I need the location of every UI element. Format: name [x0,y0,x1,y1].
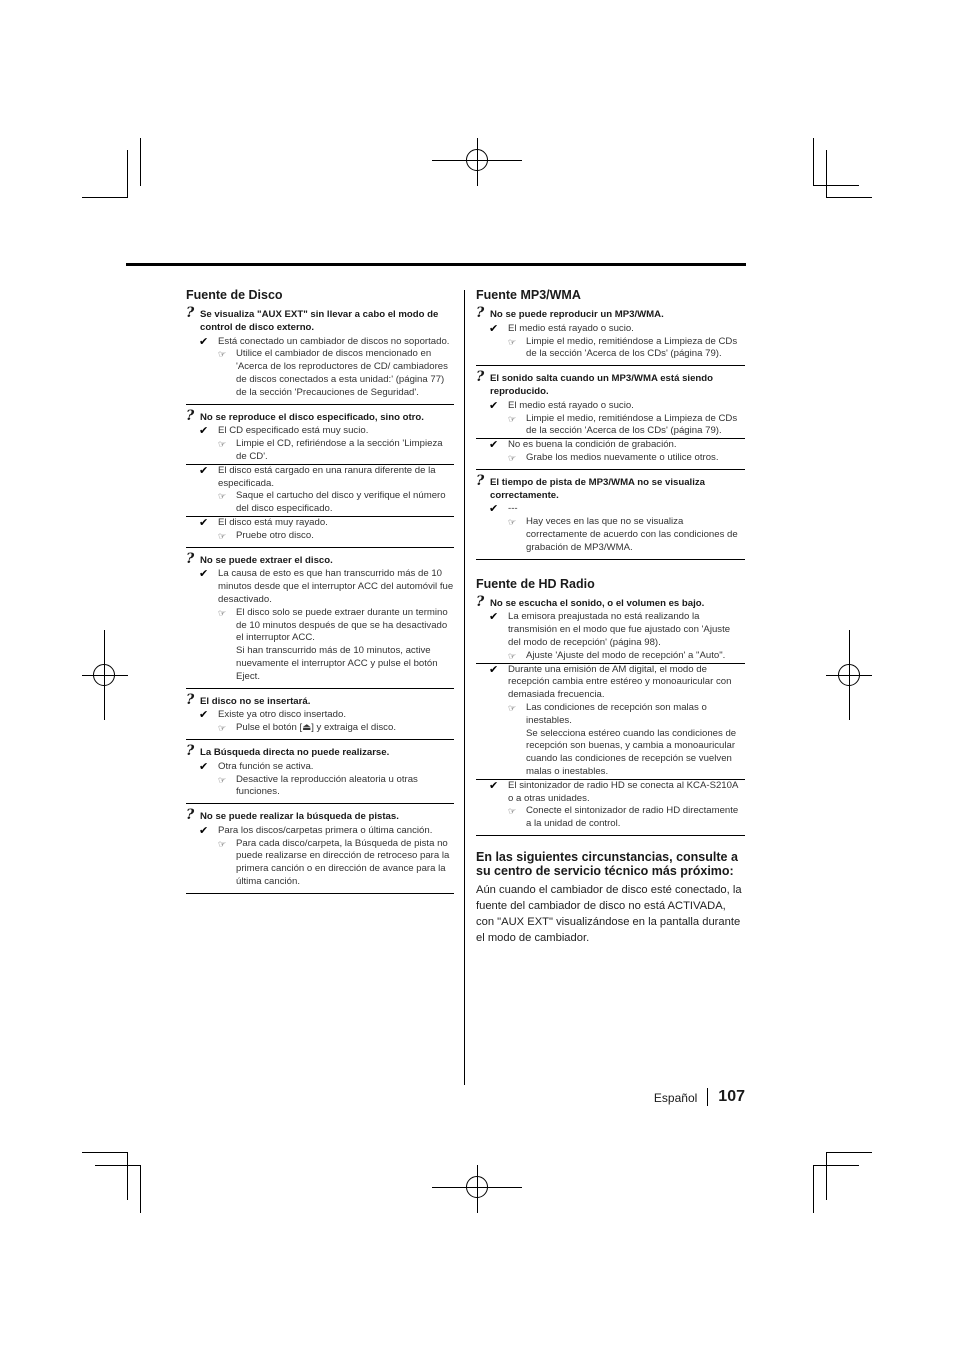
pointing-hand-icon: ☞ [218,723,227,734]
problem-item [186,407,454,548]
service-notice-text: Aún cuando el cambiador de disco esté conectado, la fuente del cambiador de disco no está ACTIVADA, con "AUX EXT" visualizándose en la pantalla durante el modo de cambiador. [476,883,742,944]
check-icon: ✔ [199,709,209,722]
problem-item [476,593,745,836]
service-notice-title: En las siguientes circunstancias, consulte a su centro de servicio técnico más próximo: [476,849,738,879]
cause-item: ✔ Existe ya otro disco insertado. ☞ Pulse el botón [⏏] y extraiga el disco. [186,709,454,735]
check-icon: ✔ [489,439,499,452]
question-icon: ? [186,742,195,759]
right-column [476,287,745,946]
crop-mark [813,1165,859,1166]
crop-mark [826,1152,827,1200]
cause-item: ✔ El CD especificado está muy sucio. ☞ Limpie el CD, refiriéndose a la sección 'Limpieza de CD'. [186,425,454,463]
problem-question: ? No se puede realizar la búsqueda de pistas. [186,807,399,824]
crop-mark [826,197,872,198]
cause-item: ✔ Otra función se activa. ☞ Desactive la reproducción aleatoria u otras funciones. [186,761,454,799]
remedy-item: ☞ Limpie el medio, remitiéndose a Limpieza de CDs de la sección 'Acerca de los CDs' (página 79). [508,412,738,437]
check-icon: ✔ [489,322,499,335]
crop-mark [127,150,128,198]
check-icon: ✔ [199,760,209,773]
crop-mark [813,138,814,186]
remedy-item: ☞ Para cada disco/carpeta, la Búsqueda de pista no puede realizarse en dirección de retroceso para la primera canción o en dirección de avance para la última canción. [218,837,450,888]
check-icon: ✔ [199,516,209,529]
page-number: 107 [718,1088,745,1105]
problem-question: ? No se escucha el sonido, o el volumen es bajo. [476,593,705,610]
registration-circle [93,664,115,686]
pointing-hand-icon: ☞ [218,349,227,360]
pointing-hand-icon: ☞ [508,650,517,661]
crop-mark [82,1152,128,1153]
pointing-hand-icon: ☞ [508,336,517,347]
cause-item: ✔ El disco está muy rayado. ☞ Pruebe otro disco. [186,516,454,543]
problem-question: ? No se puede extraer el disco. [186,550,333,567]
registration-circle [466,149,488,171]
problem-item [476,472,745,560]
check-icon: ✔ [199,568,209,581]
crop-mark [813,185,859,186]
cause-item: ✔ El disco está cargado en una ranura diferente de la especificada. ☞ Saque el cartucho del disco y verifique el número del disco especificado. [186,464,454,516]
pointing-hand-icon: ☞ [508,452,517,463]
remedy-item: ☞ Desactive la reproducción aleatoria u otras funciones. [218,773,418,798]
crop-mark [82,197,128,198]
problem-item [476,369,745,470]
section-title-disco: Fuente de Disco [186,288,283,302]
pointing-hand-icon: ☞ [508,413,517,424]
question-icon: ? [476,472,485,489]
problem-question: ? Se visualiza "AUX EXT" sin llevar a cabo el modo de control de disco externo. [186,305,439,333]
question-icon: ? [186,691,195,708]
problem-question: ? La Búsqueda directa no puede realizarse. [186,742,390,759]
column-divider [464,290,465,1085]
problem-item [186,807,454,894]
question-icon: ? [186,807,195,824]
question-icon: ? [186,407,195,424]
check-icon: ✔ [489,399,499,412]
check-icon: ✔ [489,503,499,516]
crop-mark [826,1152,872,1153]
pointing-hand-icon: ☞ [218,607,227,618]
problem-item [186,742,454,804]
question-icon: ? [186,305,195,321]
cause-item: ✔ El medio está rayado o sucio. ☞ Limpie el medio, remitiéndose a Limpieza de CDs de la sección 'Acerca de los CDs' (página 79). [476,323,745,361]
cause-item: ✔ Durante una emisión de AM digital, el modo de recepción cambia entre estéreo y monoauricular con demasiada frecuencia. ☞ Las condiciones de recepción son malas o inestables. Se selecciona estéreo cuando las condiciones de recepción son buenas, y cambia a monoauricular cuando las condiciones de recepción se vuelven malas o inestables. [476,663,745,779]
crop-mark [140,138,141,186]
remedy-item: ☞ El disco solo se puede extraer durante un termino de 10 minutos después de que se ha desactivado el interruptor ACC. Si han transcurrido más de 10 minutos, active nuevamente el interruptor ACC y pulse el botón Eject. [218,606,448,682]
cause-item: ✔ Está conectado un cambiador de discos no soportado. ☞ Utilice el cambiador de discos mencionado en 'Acerca de los reproductores de CD/ cambiadores de discos conectados a esta unidad:' (página 77) de la sección 'Precauciones de Seguridad'. [186,336,454,400]
page-footer [654,1087,745,1107]
registration-circle [466,1176,488,1198]
remedy-item: ☞ Pruebe otro disco. [218,529,314,541]
question-icon: ? [476,593,485,610]
crop-mark [95,1165,141,1166]
pointing-hand-icon: ☞ [508,702,517,713]
problem-question: ? El sonido salta cuando un MP3/WMA está siendo reproducido. [476,369,713,397]
cause-item: ✔ Para los discos/carpetas primera o última canción. ☞ Para cada disco/carpeta, la Búsqueda de pista no puede realizarse en dirección de retroceso para la primera canción o en dirección de avance para la última canción. [186,825,454,889]
section-title-hd-radio: Fuente de HD Radio [476,576,595,591]
problem-item [476,305,745,366]
remedy-item: ☞ Ajuste 'Ajuste del modo de recepción' a "Auto". [508,649,726,661]
crop-mark [826,150,827,198]
problem-question: ? No se puede reproducir un MP3/WMA. [476,305,664,321]
pointing-hand-icon: ☞ [218,774,227,785]
cause-item: ✔ El medio está rayado o sucio. ☞ Limpie el medio, remitiéndose a Limpieza de CDs de la sección 'Acerca de los CDs' (página 79). [476,400,745,438]
pointing-hand-icon: ☞ [508,806,517,817]
crop-mark [127,1152,128,1200]
remedy-item: ☞ Grabe los medios nuevamente o utilice otros. [508,451,719,463]
check-icon: ✔ [489,779,499,792]
remedy-item: ☞ Limpie el medio, remitiéndose a Limpieza de CDs de la sección 'Acerca de los CDs' (página 79). [508,335,738,360]
pointing-hand-icon: ☞ [218,530,227,541]
registration-circle [838,664,860,686]
remedy-item: ☞ Las condiciones de recepción son malas o inestables. Se selecciona estéreo cuando las condiciones de recepción son buenas, y cambia a monoauricular cuando las condiciones de recepción se vuelven malas o inestables. [508,701,737,777]
check-icon: ✔ [489,663,499,676]
check-icon: ✔ [489,611,499,624]
problem-item [186,305,454,405]
pointing-hand-icon: ☞ [508,517,517,528]
question-icon: ? [476,369,485,386]
problem-question: ? No se reproduce el disco especificado, sino otro. [186,407,424,424]
check-icon: ✔ [199,824,209,837]
cause-item: ✔ La emisora preajustada no está realizando la transmisión en el modo que fue ajustado con 'Ajuste del modo de recepción' (página 98). ☞ Ajuste 'Ajuste del modo de recepción' a "Auto". [476,611,745,662]
check-icon: ✔ [199,425,209,438]
question-icon: ? [186,550,195,567]
check-icon: ✔ [199,335,209,348]
remedy-item: ☞ Utilice el cambiador de discos mencionado en 'Acerca de los reproductores de CD/ cambiadores de discos conectados a esta unidad:' (página 77) de la sección 'Precauciones de Seguridad'. [218,348,448,398]
pointing-hand-icon: ☞ [218,491,227,502]
left-column [186,287,454,901]
problem-question: ? El disco no se insertará. [186,691,311,708]
check-icon: ✔ [199,464,209,477]
problem-item [186,691,454,740]
problem-item [186,550,454,689]
remedy-item: ☞ Saque el cartucho del disco y verifique el número del disco especificado. [218,490,446,515]
crop-mark [140,1165,141,1213]
cause-item: ✔ No es buena la condición de grabación. ☞ Grabe los medios nuevamente o utilice otros. [476,438,745,465]
question-icon: ? [476,305,485,321]
footer-language: Español [654,1088,708,1106]
section-title-mp3: Fuente MP3/WMA [476,288,581,302]
remedy-item: ☞ Hay veces en las que no se visualiza correctamente de acuerdo con las condiciones de grabación de MP3/WMA. [508,516,738,553]
cause-item: ✔ El sintonizador de radio HD se conecta al KCA-S210A o a otras unidades. ☞ Conecte el sintonizador de radio HD directamente a la unidad de control. [476,779,745,831]
pointing-hand-icon: ☞ [218,838,227,849]
remedy-item: ☞ Limpie el CD, refiriéndose a la sección 'Limpieza de CD'. [218,438,443,462]
problem-question: ? El tiempo de pista de MP3/WMA no se visualiza correctamente. [476,472,706,501]
cause-item: ✔ La causa de esto es que han transcurrido más de 10 minutos desde que el interruptor ACC del automóvil fue desactivado. ☞ El disco solo se puede extraer durante un termino de 10 minutos después de que se ha desactivado el interruptor ACC. Si han transcurrido más de 10 minutos, active nuevamente el interruptor ACC y pulse el botón Eject. [199,568,454,682]
remedy-item: ☞ Conecte el sintonizador de radio HD directamente a la unidad de control. [508,805,739,830]
crop-mark [813,1165,814,1213]
remedy-item: ☞ Pulse el botón [⏏] y extraiga el disco. [218,722,396,734]
header-rule [126,263,746,266]
cause-item: ✔ --- ☞ Hay veces en las que no se visualiza correctamente de acuerdo con las condiciones de grabación de MP3/WMA. [476,503,745,554]
pointing-hand-icon: ☞ [218,439,227,450]
